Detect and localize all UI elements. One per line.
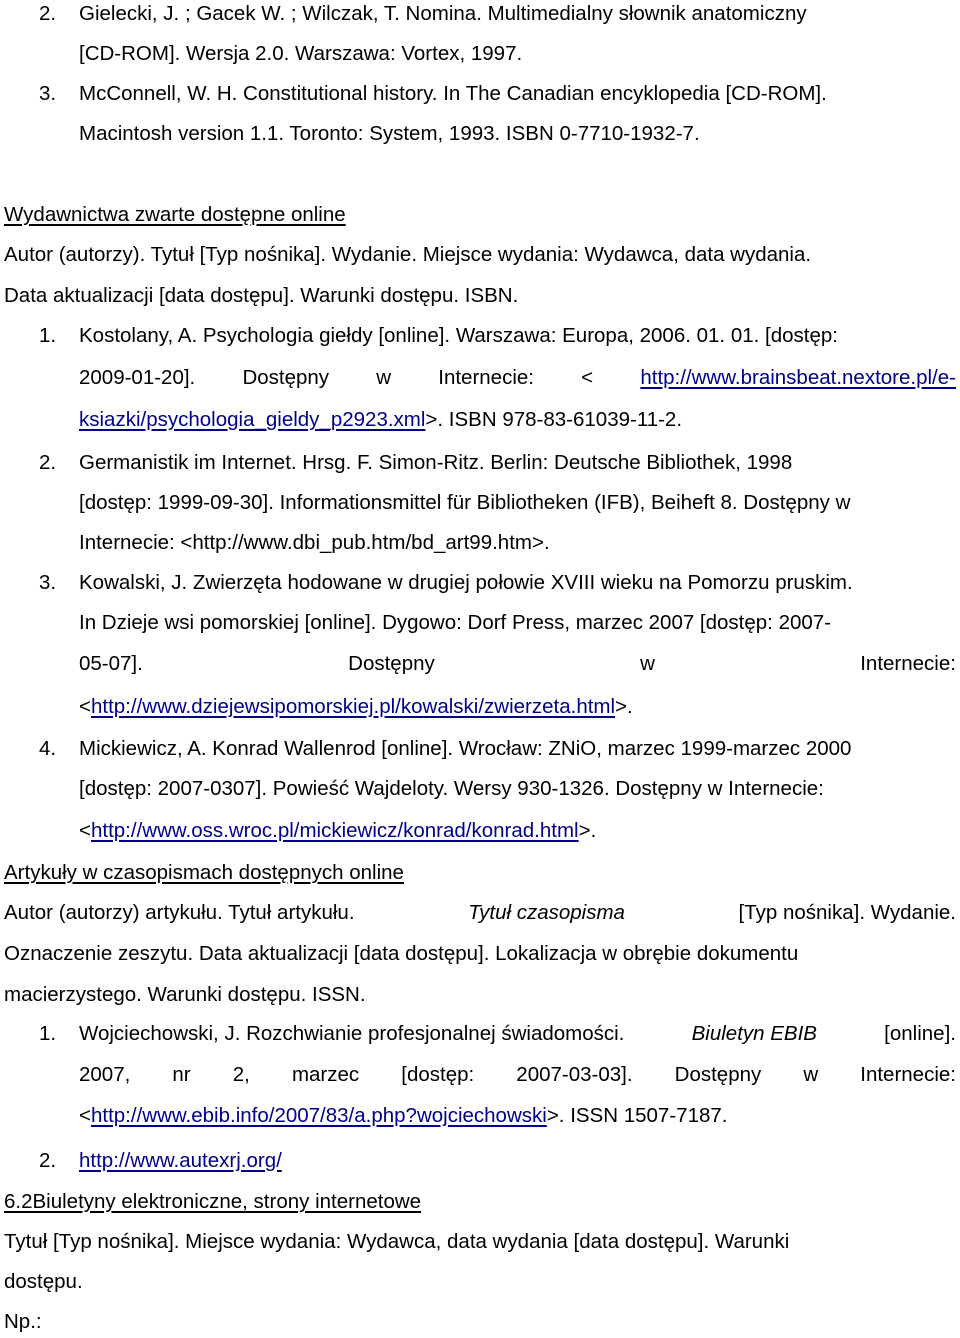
url-link[interactable]: http://www.brainsbeat.nextore.pl/e- xyxy=(640,366,956,389)
ref-text: McConnell, W. H. Constitutional history. In The Canadian encyklopedia [CD-ROM]. xyxy=(79,82,827,105)
url-link[interactable]: http://www.ebib.info/2007/83/a.php?wojciechowski xyxy=(90,1104,547,1127)
ref-line xyxy=(39,2,956,26)
section-number: 6.2 xyxy=(4,1190,33,1213)
ref-text: Kowalski, J. Zwierzęta hodowane w drugiej połowie XVIII wieku na Pomorzu pruskim. xyxy=(79,571,853,594)
section-heading-text: Wydawnictwa zwarte dostępne online xyxy=(4,203,346,226)
ref-text: [CD-ROM]. Wersja 2.0. Warszawa: Vortex, 1997. xyxy=(79,42,523,65)
section-heading-text: Biuletyny elektroniczne, strony internetowe xyxy=(32,1190,422,1213)
ref-text: 2009-01-20]. xyxy=(79,366,196,389)
ref-word: 2, xyxy=(232,1063,250,1086)
ref-text: < xyxy=(79,1104,91,1127)
pattern-line-justified xyxy=(4,901,956,925)
ref-word: < xyxy=(581,366,594,389)
pattern-line: Oznaczenie zeszytu. Data aktualizacji [data dostępu]. Lokalizacja w obrębie dokumentu xyxy=(4,942,799,965)
pattern-line: Tytuł [Typ nośnika]. Miejsce wydania: Wydawca, data wydania [data dostępu]. Warunki xyxy=(4,1230,790,1253)
ref-line xyxy=(79,122,956,146)
ref-word: 05-07]. xyxy=(79,652,143,675)
ref-text: Wojciechowski, J. Rozchwianie profesjonalnej świadomości. xyxy=(79,1022,625,1045)
ref-word: w xyxy=(376,366,392,389)
ref-text: < xyxy=(79,819,91,842)
section-heading-text: Artykuły w czasopismach dostępnych online xyxy=(4,861,404,884)
ref-text: Macintosh version 1.1. Toronto: System, 1993. ISBN 0-7710-1932-7. xyxy=(79,122,700,145)
ref-line-justified xyxy=(79,366,956,390)
list-number: 3. xyxy=(39,82,57,105)
ref-word: Dostępny xyxy=(242,366,330,389)
pattern-italic: Tytuł czasopisma xyxy=(468,901,625,924)
ref-text: >. xyxy=(578,819,597,842)
ref-word: 2007, xyxy=(79,1063,131,1086)
ref-word: nr xyxy=(172,1063,191,1086)
ref-text: < xyxy=(79,695,91,718)
ref-text: >. ISBN 978-83-61039-11-2. xyxy=(425,408,683,431)
url-link[interactable]: http://www.oss.wroc.pl/mickiewicz/konrad/konrad.html xyxy=(90,819,579,842)
ref-text: >. ISSN 1507-7187. xyxy=(546,1104,728,1127)
ref-line xyxy=(39,451,956,475)
ref-line xyxy=(39,1149,956,1173)
ref-line xyxy=(39,571,956,595)
ref-word: [dostęp: xyxy=(401,1063,475,1086)
pattern-line: Data aktualizacji [data dostępu]. Warunki dostępu. ISBN. xyxy=(4,284,519,307)
ref-line xyxy=(39,737,956,761)
ref-text: Germanistik im Internet. Hrsg. F. Simon-Ritz. Berlin: Deutsche Bibliothek, 1998 xyxy=(79,451,793,474)
section-heading xyxy=(4,203,956,227)
ref-line: In Dzieje wsi pomorskiej [online]. Dygowo: Dorf Press, marzec 2007 [dostęp: 2007- xyxy=(79,611,832,634)
pattern-line: dostępu. xyxy=(4,1270,83,1293)
ref-line xyxy=(39,324,956,348)
ref-line-justified xyxy=(79,1063,956,1087)
ref-italic: Biuletyn EBIB xyxy=(691,1022,817,1045)
section-heading xyxy=(4,1190,956,1214)
pattern-text: Autor (autorzy) artykułu. Tytuł artykułu. xyxy=(4,901,355,924)
ref-line xyxy=(79,408,956,432)
url-link[interactable]: http://www.autexrj.org/ xyxy=(79,1149,282,1172)
ref-text: Kostolany, A. Psychologia giełdy [online]. Warszawa: Europa, 2006. 01. 01. [dostęp: xyxy=(79,324,838,347)
ref-word: 2007-03-03]. xyxy=(516,1063,633,1086)
list-number: 3. xyxy=(39,571,57,594)
section-heading xyxy=(4,861,956,885)
ref-word: w xyxy=(640,652,655,675)
url-link[interactable]: ksiazki/psychologia_gieldy_p2923.xml xyxy=(79,408,426,431)
list-number: 2. xyxy=(39,1149,57,1172)
ref-line xyxy=(79,42,956,66)
ref-word: marzec xyxy=(291,1063,360,1086)
ref-line: [dostęp: 2007-0307]. Powieść Wajdeloty. Wersy 930-1326. Dostępny w Internecie: xyxy=(79,777,824,800)
ref-line: Internecie: <http://www.dbi_pub.htm/bd_art99.htm>. xyxy=(79,531,550,554)
pattern-line: Autor (autorzy). Tytuł [Typ nośnika]. Wydanie. Miejsce wydania: Wydawca, data wydania. xyxy=(4,243,812,266)
ref-text: Mickiewicz, A. Konrad Wallenrod [online]. Wrocław: ZNiO, marzec 1999-marzec 2000 xyxy=(79,737,852,760)
url-link[interactable]: http://www.dziejewsipomorskiej.pl/kowalski/zwierzeta.html xyxy=(90,695,616,718)
ref-line xyxy=(39,82,956,106)
ref-word: Internecie: xyxy=(438,366,534,389)
ref-word: Internecie: xyxy=(860,652,956,675)
list-number: 2. xyxy=(39,2,57,25)
example-label: Np.: xyxy=(4,1310,42,1333)
ref-text: >. xyxy=(615,695,633,718)
pattern-line: macierzystego. Warunki dostępu. ISSN. xyxy=(4,983,366,1006)
ref-word: Dostępny xyxy=(674,1063,762,1086)
list-number: 1. xyxy=(39,324,57,347)
ref-text: [online]. xyxy=(884,1022,956,1045)
ref-word: w xyxy=(803,1063,819,1086)
ref-line: [dostęp: 1999-09-30]. Informationsmittel für Bibliotheken (IFB), Beiheft 8. Dostępny w xyxy=(79,491,851,514)
list-number: 1. xyxy=(39,1022,57,1045)
list-number: 4. xyxy=(39,737,57,760)
ref-line-justified xyxy=(39,1022,956,1046)
pattern-text: [Typ nośnika]. Wydanie. xyxy=(738,901,956,924)
ref-line xyxy=(79,695,956,719)
list-number: 2. xyxy=(39,451,57,474)
ref-line-justified xyxy=(79,652,956,676)
ref-line xyxy=(79,819,956,843)
ref-text: Gielecki, J. ; Gacek W. ; Wilczak, T. Nomina. Multimedialny słownik anatomiczny xyxy=(79,2,807,25)
ref-word: Dostępny xyxy=(348,652,435,675)
ref-line xyxy=(79,1104,956,1128)
ref-word: Internecie: xyxy=(860,1063,956,1086)
